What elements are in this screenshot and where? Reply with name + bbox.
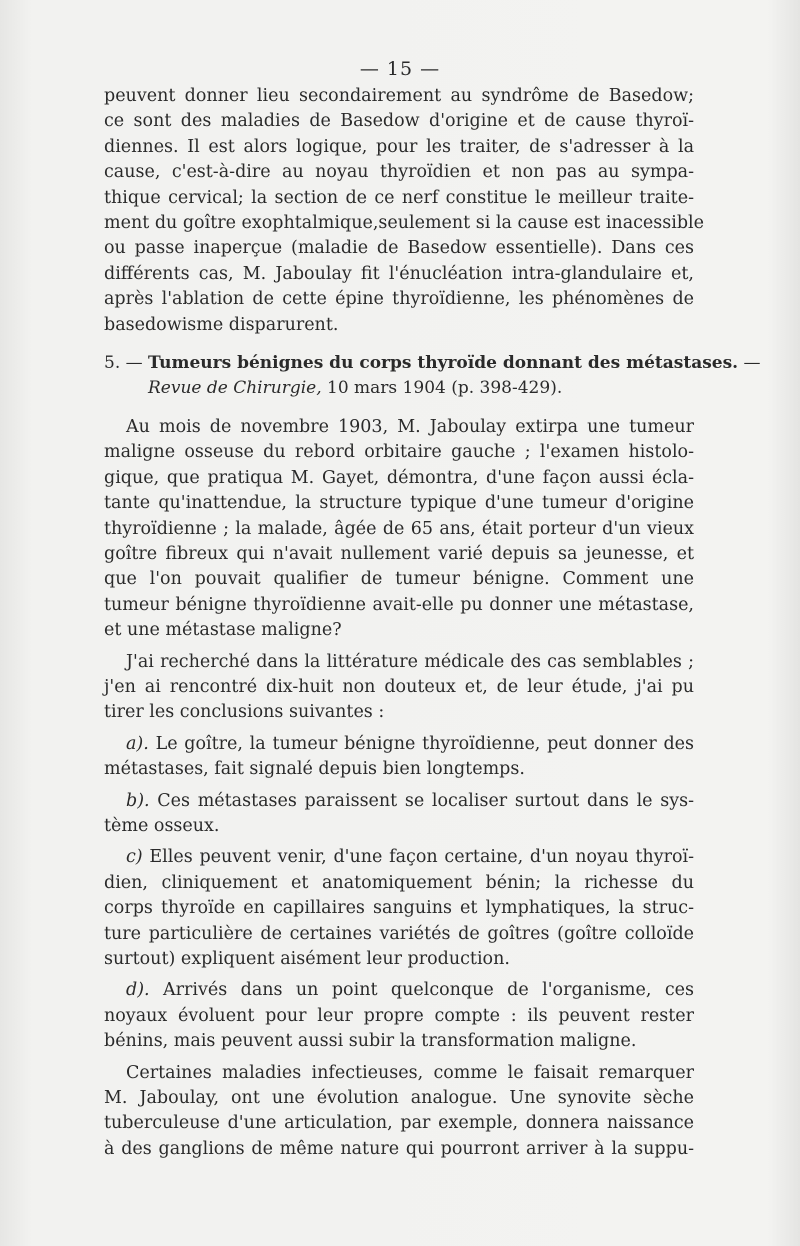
text-line: diennes. Il est alors logique, pour les traiter, de s'adresser à la <box>104 136 694 157</box>
item-text: Ces métastases paraissent se localiser surtout dans le sys- <box>157 790 694 811</box>
text-line: cause, c'est-à-dire au noyau thyroïdien et non pas au sympa- <box>104 162 694 183</box>
text-line: que l'on pouvait qualifier de tumeur bénigne. Comment une <box>104 569 694 590</box>
text-line: tuberculeuse d'une articulation, par exemple, donnera naissance <box>104 1113 694 1134</box>
text-line: métastases, fait signalé depuis bien longtemps. <box>104 759 525 780</box>
text-line: thique cervical; la section de ce nerf constitue le meilleur traite- <box>104 187 694 208</box>
text-line: ment du goître exophtalmique,seulement si la cause est inacessible <box>104 213 705 234</box>
text-line: corps thyroïde en capillaires sanguins et lymphatiques, la struc- <box>104 898 694 919</box>
page-body <box>104 84 761 1162</box>
section-title-line <box>104 351 761 376</box>
item-label: d). <box>126 980 150 1001</box>
text-line: j'en ai rencontré dix-huit non douteux et, de leur étude, j'ai pu <box>104 676 694 697</box>
citation-date: 10 mars 1904 (p. 398-429). <box>327 378 563 399</box>
text-line: à des ganglions de même nature qui pourront arriver à la suppu- <box>104 1138 694 1159</box>
text-line: tème osseux. <box>104 815 220 836</box>
section-citation <box>104 376 694 401</box>
text-line <box>104 978 694 1003</box>
text-line: thyroïdienne ; la malade, âgée de 65 ans, était porteur d'un vieux <box>104 518 694 539</box>
text-line: tante qu'inattendue, la structure typique d'une tumeur d'origine <box>104 493 694 514</box>
conclusion-item-c <box>104 845 694 972</box>
text-line: peuvent donner lieu secondairement au syndrôme de Basedow; <box>104 86 694 106</box>
text-line: goître fibreux qui n'avait nullement varié depuis sa jeunesse, et <box>104 543 694 564</box>
title-dash: — <box>125 353 143 374</box>
text-line: basedowisme disparurent. <box>104 314 339 335</box>
text-line: M. Jaboulay, ont une évolution analogue. Une synovite sèche <box>104 1088 694 1109</box>
text-line: tirer les conclusions suivantes : <box>104 702 385 723</box>
text-line: bénins, mais peuvent aussi subir la transformation maligne. <box>104 1031 637 1052</box>
text-line: ce sont des maladies de Basedow d'origine et de cause thyroï- <box>104 111 694 132</box>
text-line: et une métastase maligne? <box>104 620 342 641</box>
text-line: dien, cliniquement et anatomiquement bénin; la richesse du <box>104 872 694 893</box>
item-text: Arrivés dans un point quelconque de l'organisme, ces <box>163 980 694 1001</box>
item-label: b). <box>126 790 150 811</box>
text-line: noyaux évoluent pour leur propre compte : ils peuvent rester <box>104 1005 694 1026</box>
text-line: ture particulière de certaines variétés de goîtres (goître colloïde <box>104 923 694 944</box>
section-number: 5. <box>104 353 121 374</box>
text-line: tumeur bénigne thyroïdienne avait-elle pu donner une métastase, <box>104 594 694 615</box>
text-line: J'ai recherché dans la littérature médicale des cas semblables ; <box>126 651 694 672</box>
title-dash-end: — <box>743 353 761 374</box>
text-line: Certaines maladies infectieuses, comme le faisait remarquer <box>126 1062 694 1083</box>
conclusion-item-b <box>104 789 694 840</box>
item-text: Elles peuvent venir, d'une façon certaine, d'un noyau thyroï- <box>149 847 694 868</box>
paragraph-basedow <box>104 84 705 338</box>
conclusion-item-d <box>104 978 694 1054</box>
paragraph-case <box>104 415 694 644</box>
text-line: ou passe inaperçue (maladie de Basedow essentielle). Dans ces <box>104 238 694 259</box>
text-line <box>104 845 694 870</box>
item-text: Le goître, la tumeur bénigne thyroïdienne, peut donner des <box>155 733 694 754</box>
item-label: c) <box>126 847 143 868</box>
conclusion-item-a <box>104 732 694 783</box>
text-line <box>104 789 694 814</box>
section-title: Tumeurs bénignes du corps thyroïde donnant des métastases. <box>148 353 739 374</box>
paragraph-research <box>104 650 694 726</box>
text-line: surtout) expliquent aisément leur production. <box>104 949 510 969</box>
paragraph-infectious <box>104 1061 694 1163</box>
text-line: différents cas, M. Jaboulay fit l'énucléation intra-glandulaire et, <box>104 263 694 284</box>
text-line: Au mois de novembre 1903, M. Jaboulay extirpa une tumeur <box>126 416 694 437</box>
text-line: maligne osseuse du rebord orbitaire gauche ; l'examen histolo- <box>104 442 694 463</box>
text-line: gique, que pratiqua M. Gayet, démontra, d'une façon aussi écla- <box>104 467 694 488</box>
journal-name: Revue de Chirurgie, <box>148 378 322 399</box>
text-line: après l'ablation de cette épine thyroïdienne, les phénomènes de <box>104 289 694 310</box>
item-label: a). <box>126 733 149 754</box>
page-number: — 15 — <box>359 58 441 80</box>
section-heading <box>104 351 761 402</box>
text-line <box>104 732 694 757</box>
